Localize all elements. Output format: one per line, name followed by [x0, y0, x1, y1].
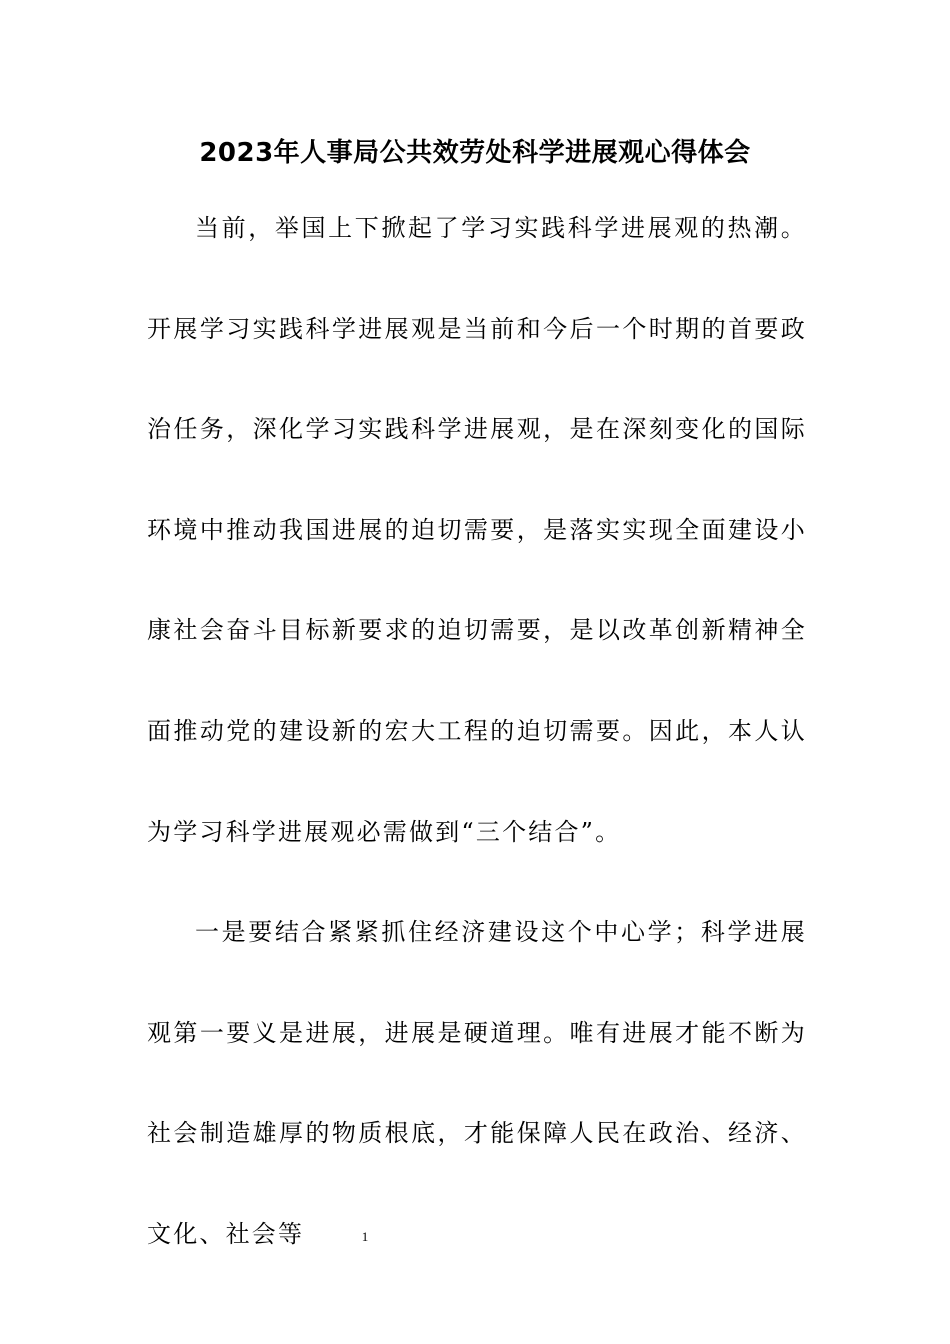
page-number: 1 — [361, 1229, 369, 1244]
document-body — [147, 178, 807, 1285]
document-title: 2023年人事局公共效劳处科学进展观心得体会 — [199, 138, 751, 168]
paragraph-2: 一是要结合紧紧抓住经济建设这个中心学；科学进展观第一要义是进展，进展是硬道理。唯有进展才能不断为社会制造雄厚的物质根底，才能保障人民在政治、经济、文化、社会等 — [147, 918, 807, 1248]
paragraph-1: 当前，举国上下掀起了学习实践科学进展观的热潮。开展学习实践科学进展观是当前和今后一个时期的首要政治任务，深化学习实践科学进展观，是在深刻变化的国际环境中推动我国进展的迫切需要，是落实实现全面建设小康社会奋斗目标新要求的迫切需要，是以改革创新精神全面推动党的建设新的宏大工程的迫切需要。因此，本人认为学习科学进展观必需做到“三个结合”。 — [147, 214, 807, 846]
